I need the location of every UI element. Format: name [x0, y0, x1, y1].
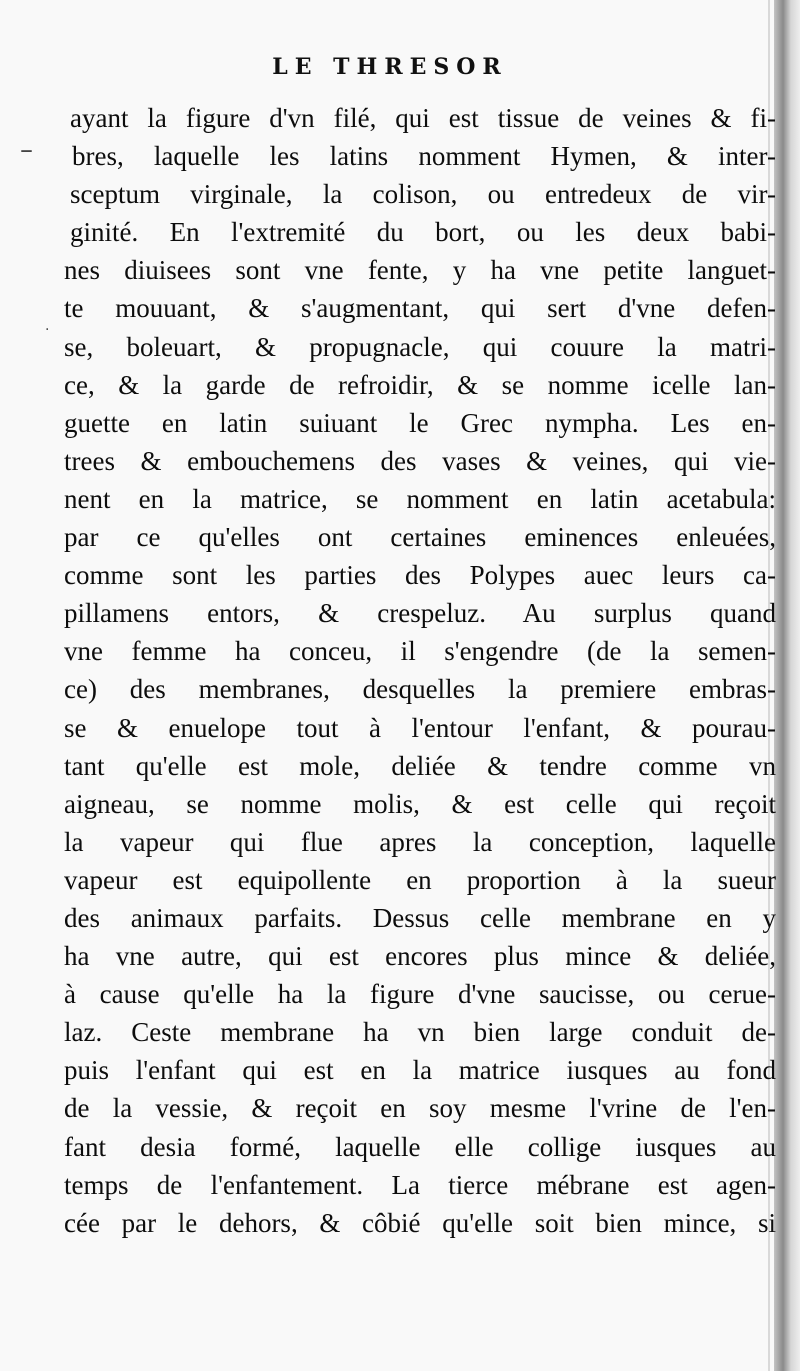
text-line: temps de l'enfantement. La tierce mébrane est agen-	[64, 1169, 776, 1200]
text-line: guette en latin suiuant le Grec nympha. Les en-	[64, 407, 776, 438]
body-text	[64, 99, 776, 1242]
text-line: des animaux parfaits. Dessus celle membrane en y	[64, 902, 776, 933]
text-line: bres, laquelle les latins nomment Hymen, & inter-	[72, 141, 776, 172]
text-line: tant qu'elle est mole, deliée & tendre comme vn	[64, 750, 776, 781]
text-line: ha vne autre, qui est encores plus mince & deliée,	[64, 941, 776, 972]
text-line: laz. Ceste membrane ha vn bien large conduit de-	[64, 1017, 776, 1048]
text-line: fant desia formé, laquelle elle collige iusques au	[64, 1131, 776, 1162]
text-line: de la vessie, & reçoit en soy mesme l'vrine de l'en-	[64, 1093, 776, 1124]
running-head: LE THRESOR	[272, 54, 508, 80]
text-line: nent en la matrice, se nomment en latin acetabula:	[64, 483, 776, 514]
margin-dot-mark: ·	[45, 322, 50, 338]
text-line: cée par le dehors, & côbié qu'elle soit bien mince, si	[64, 1207, 776, 1238]
book-gutter	[774, 0, 800, 1371]
text-line: ayant la figure d'vn filé, qui est tissue de veines & fi-	[70, 103, 776, 133]
text-line: par ce qu'elles ont certaines eminences enleuées,	[64, 522, 776, 553]
text-line: ce, & la garde de refroidir, & se nomme icelle lan-	[64, 369, 776, 400]
text-line: se & enuelope tout à l'entour l'enfant, & pourau-	[64, 712, 776, 743]
text-line: puis l'enfant qui est en la matrice iusques au fond	[64, 1055, 776, 1086]
text-line: aigneau, se nomme molis, & est celle qui reçoit	[64, 788, 776, 819]
text-line: sceptum virginale, la colison, ou entredeux de vir-	[70, 179, 776, 210]
text-line: ginité. En l'extremité du bort, ou les deux babi-	[70, 217, 776, 248]
text-line: ce) des membranes, desquelles la premiere embras-	[64, 674, 776, 705]
text-line: nes diuisees sont vne fente, y ha vne petite languet-	[64, 255, 776, 286]
text-line: comme sont les parties des Polypes auec leurs ca-	[64, 560, 776, 591]
margin-dash-mark: –	[20, 135, 33, 165]
text-line: vapeur est equipollente en proportion à la sueur	[64, 864, 776, 895]
text-line: pillamens entors, & crespeluz. Au surplus quand	[64, 598, 776, 629]
text-line: à cause qu'elle ha la figure d'vne saucisse, ou cerue-	[64, 979, 776, 1010]
text-line: se, boleuart, & propugnacle, qui couure la matri-	[64, 331, 776, 362]
text-line: vne femme ha conceu, il s'engendre (de la semen-	[64, 636, 776, 667]
text-line: trees & embouchemens des vases & veines, qui vie-	[64, 445, 776, 476]
text-line: te mouuant, & s'augmentant, qui sert d'vne defen-	[64, 293, 776, 324]
text-line: la vapeur qui flue apres la conception, laquelle	[64, 826, 776, 857]
